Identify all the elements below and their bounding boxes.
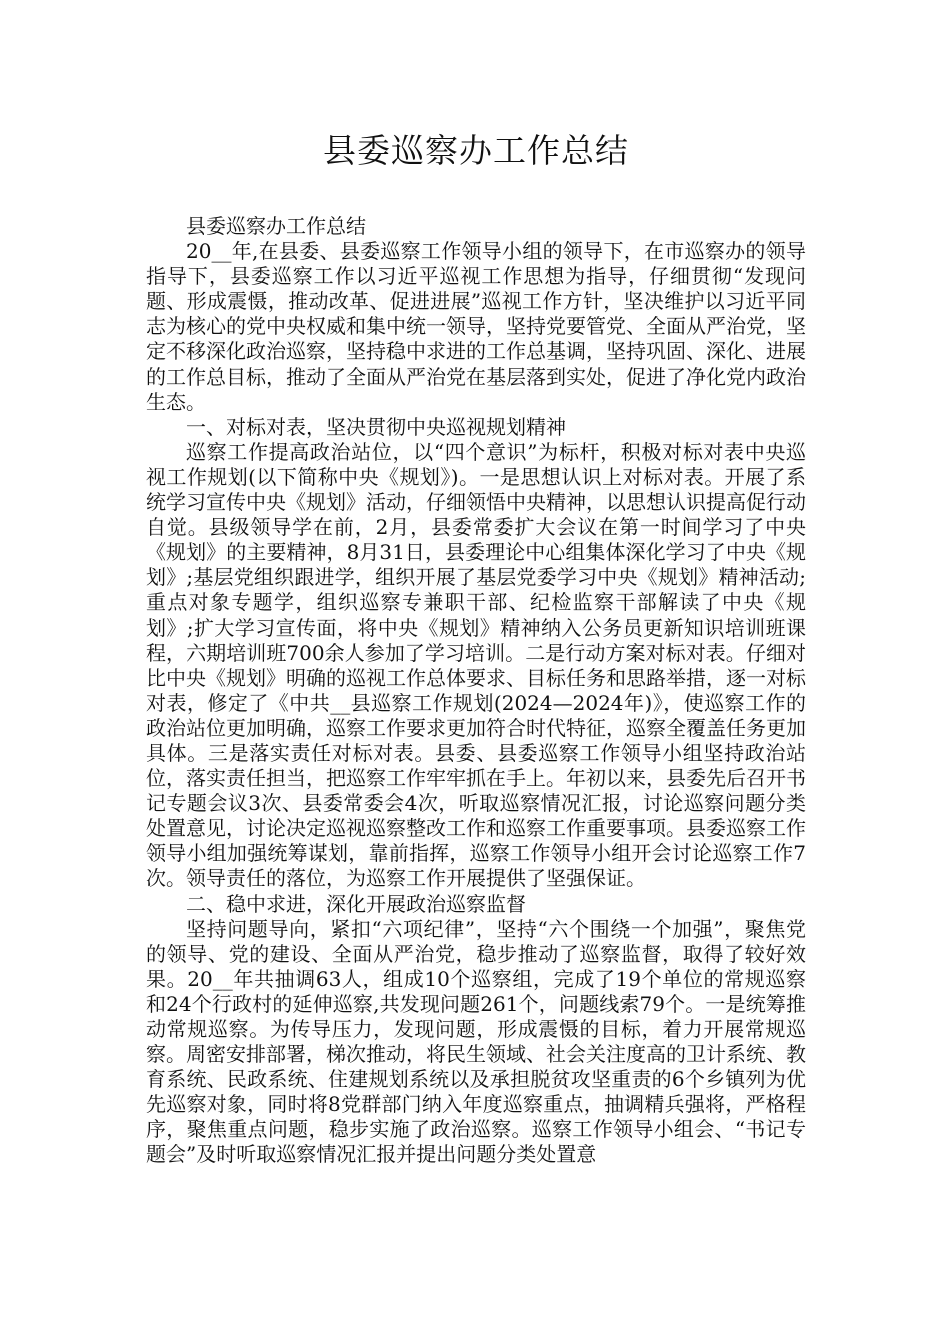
- section-heading-1: 一、对标对表，坚决贯彻中央巡视规划精神: [186, 414, 566, 439]
- document-title: 县委巡察办工作总结: [323, 131, 629, 170]
- body-paragraph-subtitle: 县委巡察办工作总结: [186, 214, 366, 238]
- body-paragraph-intro: 20__年,在县委、县委巡察工作领导小组的领导下，在市巡察办的领导指导下，县委巡察工作以习近平巡视工作思想为指导，仔细贯彻“发现问题、形成震慑，推动改革、促进进展”巡视工作方针，坚决维护以习近平同志为核心的党中央权威和集中统一领导，坚持党要管党、全面从严治党，坚定不移深化政治巡察，坚持稳中求进的工作总基调，坚持巩固、深化、进展的工作总目标，推动了全面从严治党在基层落到实处，促进了净化党内政治生态。: [146, 239, 806, 414]
- section-heading-2: 二、稳中求进，深化开展政治巡察监督: [186, 891, 526, 916]
- document-page: [146, 128, 806, 1168]
- body-paragraph-section-2: 坚持问题导向，紧扣“六项纪律”，坚持“六个围绕一个加强”，聚焦党的领导、党的建设、全面从严治党，稳步推动了巡察监督，取得了较好效果。20__年共抽调63人，组成10个巡察组，完成了19个单位的常规巡察和24个行政村的延伸巡察,共发现问题261个，问题线索79个。一是统筹推动常规巡察。为传导压力，发现问题，形成震慑的目标，着力开展常规巡察。周密安排部署，梯次推动，将民生领域、社会关注度高的卫计系统、教育系统、民政系统、住建规划系统以及承担脱贫攻坚重责的6个乡镇列为优先巡察对象，同时将8党群部门纳入年度巡察重点，抽调精兵强将，严格程序，聚焦重点问题，稳步实施了政治巡察。巡察工作领导小组会、“书记专题会”及时听取巡察情况汇报并提出问题分类处置意: [146, 916, 806, 1167]
- body-paragraph-section-1: 巡察工作提高政治站位，以“四个意识”为标杆，积极对标对表中央巡视工作规划(以下简称中央《规划》)。一是思想认识上对标对表。开展了系统学习宣传中央《规划》活动，仔细领悟中央精神，以思想认识提高促行动自觉。县级领导学在前，2月，县委常委扩大会议在第一时间学习了中央《规划》的主要精神，8月31日，县委理论中心组集体深化学习了中央《规划》;基层党组织跟进学，组织开展了基层党委学习中央《规划》精神活动;重点对象专题学，组织巡察专兼职干部、纪检监察干部解读了中央《规划》;扩大学习宣传面，将中央《规划》精神纳入公务员更新知识培训班课程，六期培训班700余人参加了学习培训。二是行动方案对标对表。仔细对比中央《规划》明确的巡视工作总体要求、目标任务和思路举措，逐一对标对表，修定了《中共__县巡察工作规划(2024—2024年)》，使巡察工作的政治站位更加明确，巡察工作要求更加符合时代特征，巡察全覆盖任务更加具体。三是落实责任对标对表。县委、县委巡察工作领导小组坚持政治站位，落实责任担当，把巡察工作牢牢抓在手上。年初以来，县委先后召开书记专题会议3次、县委常委会4次，听取巡察情况汇报，讨论巡察问题分类处置意见，讨论决定巡视巡察整改工作和巡察工作重要事项。县委巡察工作领导小组加强统筹谋划，靠前指挥，巡察工作领导小组开会讨论巡察工作7次。领导责任的落位，为巡察工作开展提供了坚强保证。: [146, 439, 806, 891]
